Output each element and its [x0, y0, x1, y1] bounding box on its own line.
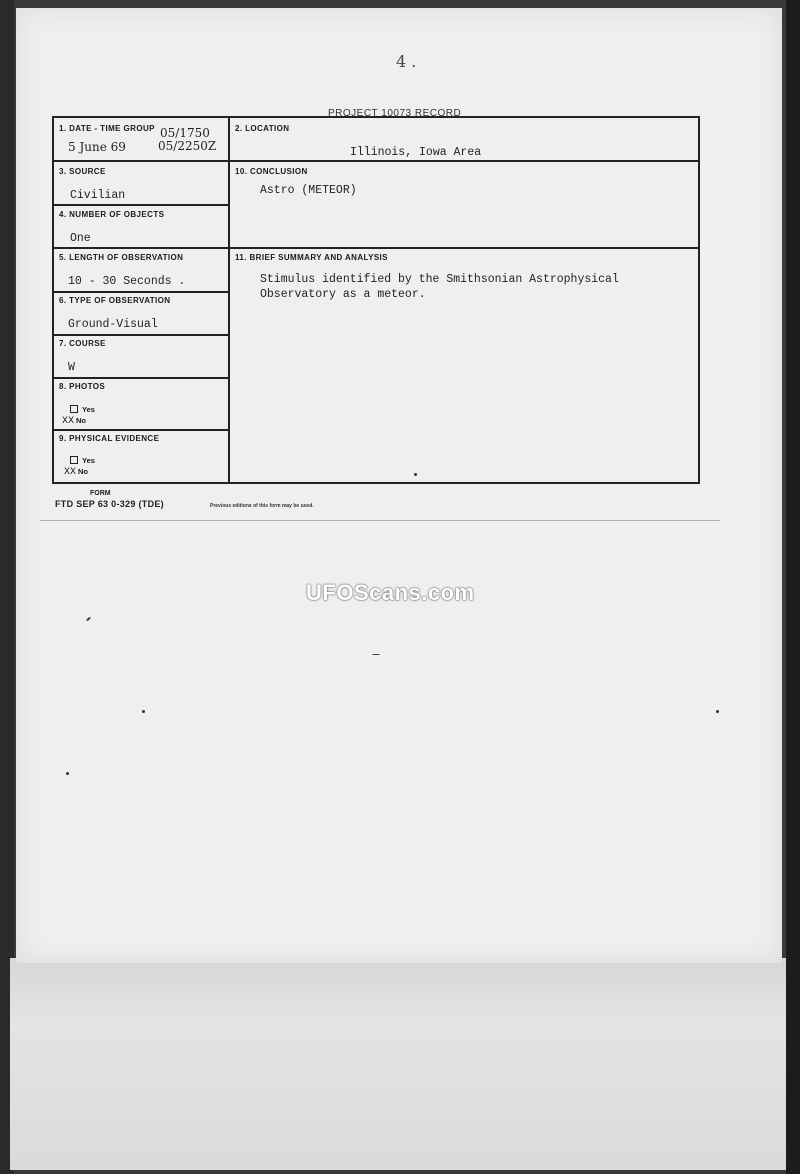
- scan-border-right: [786, 0, 800, 1174]
- number-of-objects-label: 4. NUMBER OF OBJECTS: [59, 210, 165, 219]
- photos-no-option: [62, 416, 86, 427]
- scan-edge-line: [40, 520, 720, 521]
- date-time-label: 1. DATE - TIME GROUP: [59, 124, 155, 133]
- local-time-value: 05/1750: [160, 126, 210, 140]
- scan-speck: [66, 772, 69, 775]
- conclusion-label: 10. CONCLUSION: [235, 167, 308, 176]
- handwritten-mark: 4 .: [396, 52, 417, 71]
- row-rule: [229, 247, 700, 249]
- scan-speck: [142, 710, 145, 713]
- evidence-yes-option: [70, 456, 95, 465]
- row-rule: [54, 377, 229, 379]
- evidence-no-option: [64, 467, 88, 478]
- photos-yes-option: [70, 405, 95, 414]
- row-rule: [54, 160, 229, 162]
- row-rule: [54, 204, 229, 206]
- evidence-yes-label: Yes: [82, 456, 95, 465]
- physical-evidence-label: 9. PHYSICAL EVIDENCE: [59, 434, 160, 443]
- date-value: 5 June 69: [68, 140, 126, 154]
- type-of-observation-value: Ground-Visual: [68, 318, 158, 331]
- location-value: Illinois, Iowa Area: [350, 146, 482, 159]
- summary-line-1: Stimulus identified by the Smithsonian Astrophysical: [260, 273, 619, 286]
- checkbox-icon: [70, 405, 78, 413]
- conclusion-value: Astro (METEOR): [260, 184, 357, 197]
- record-title: PROJECT 10073 RECORD: [328, 108, 462, 119]
- row-rule: [54, 334, 229, 336]
- row-rule: [54, 291, 229, 293]
- watermark: UFOScans.com: [306, 580, 475, 605]
- footer-form-number: FTD SEP 63 0-329 (TDE): [55, 499, 164, 509]
- source-label: 3. SOURCE: [59, 167, 106, 176]
- scan-speck: [414, 473, 417, 476]
- length-of-observation-value: 10 - 30 Seconds .: [68, 275, 186, 288]
- summary-line-2: Observatory as a meteor.: [260, 288, 426, 301]
- source-value: Civilian: [70, 189, 126, 202]
- underlying-page: [10, 958, 786, 1170]
- evidence-no-label: No: [78, 467, 89, 476]
- evidence-no-mark: XX: [64, 467, 77, 478]
- summary-label: 11. BRIEF SUMMARY AND ANALYSIS: [235, 253, 388, 262]
- zulu-time-value: 05/2250Z: [158, 139, 217, 153]
- record-form: [52, 116, 700, 484]
- row-rule: [54, 429, 229, 431]
- type-of-observation-label: 6. TYPE OF OBSERVATION: [59, 296, 171, 305]
- photos-no-label: No: [76, 416, 87, 425]
- course-value: W: [68, 361, 75, 374]
- course-label: 7. COURSE: [59, 339, 106, 348]
- row-rule: [229, 160, 700, 162]
- location-label: 2. LOCATION: [235, 124, 290, 133]
- scan-speck: [372, 654, 380, 655]
- footer-note: Previous editions of this form may be used.: [210, 503, 314, 509]
- checkbox-icon: [70, 456, 78, 464]
- scan-speck: [716, 710, 719, 713]
- photos-yes-label: Yes: [82, 405, 95, 414]
- photos-no-mark: XX: [62, 416, 75, 427]
- photos-label: 8. PHOTOS: [59, 382, 106, 391]
- number-of-objects-value: One: [70, 232, 91, 245]
- row-rule: [54, 247, 229, 249]
- footer-form-label: FORM: [90, 490, 111, 497]
- length-of-observation-label: 5. LENGTH OF OBSERVATION: [59, 253, 184, 262]
